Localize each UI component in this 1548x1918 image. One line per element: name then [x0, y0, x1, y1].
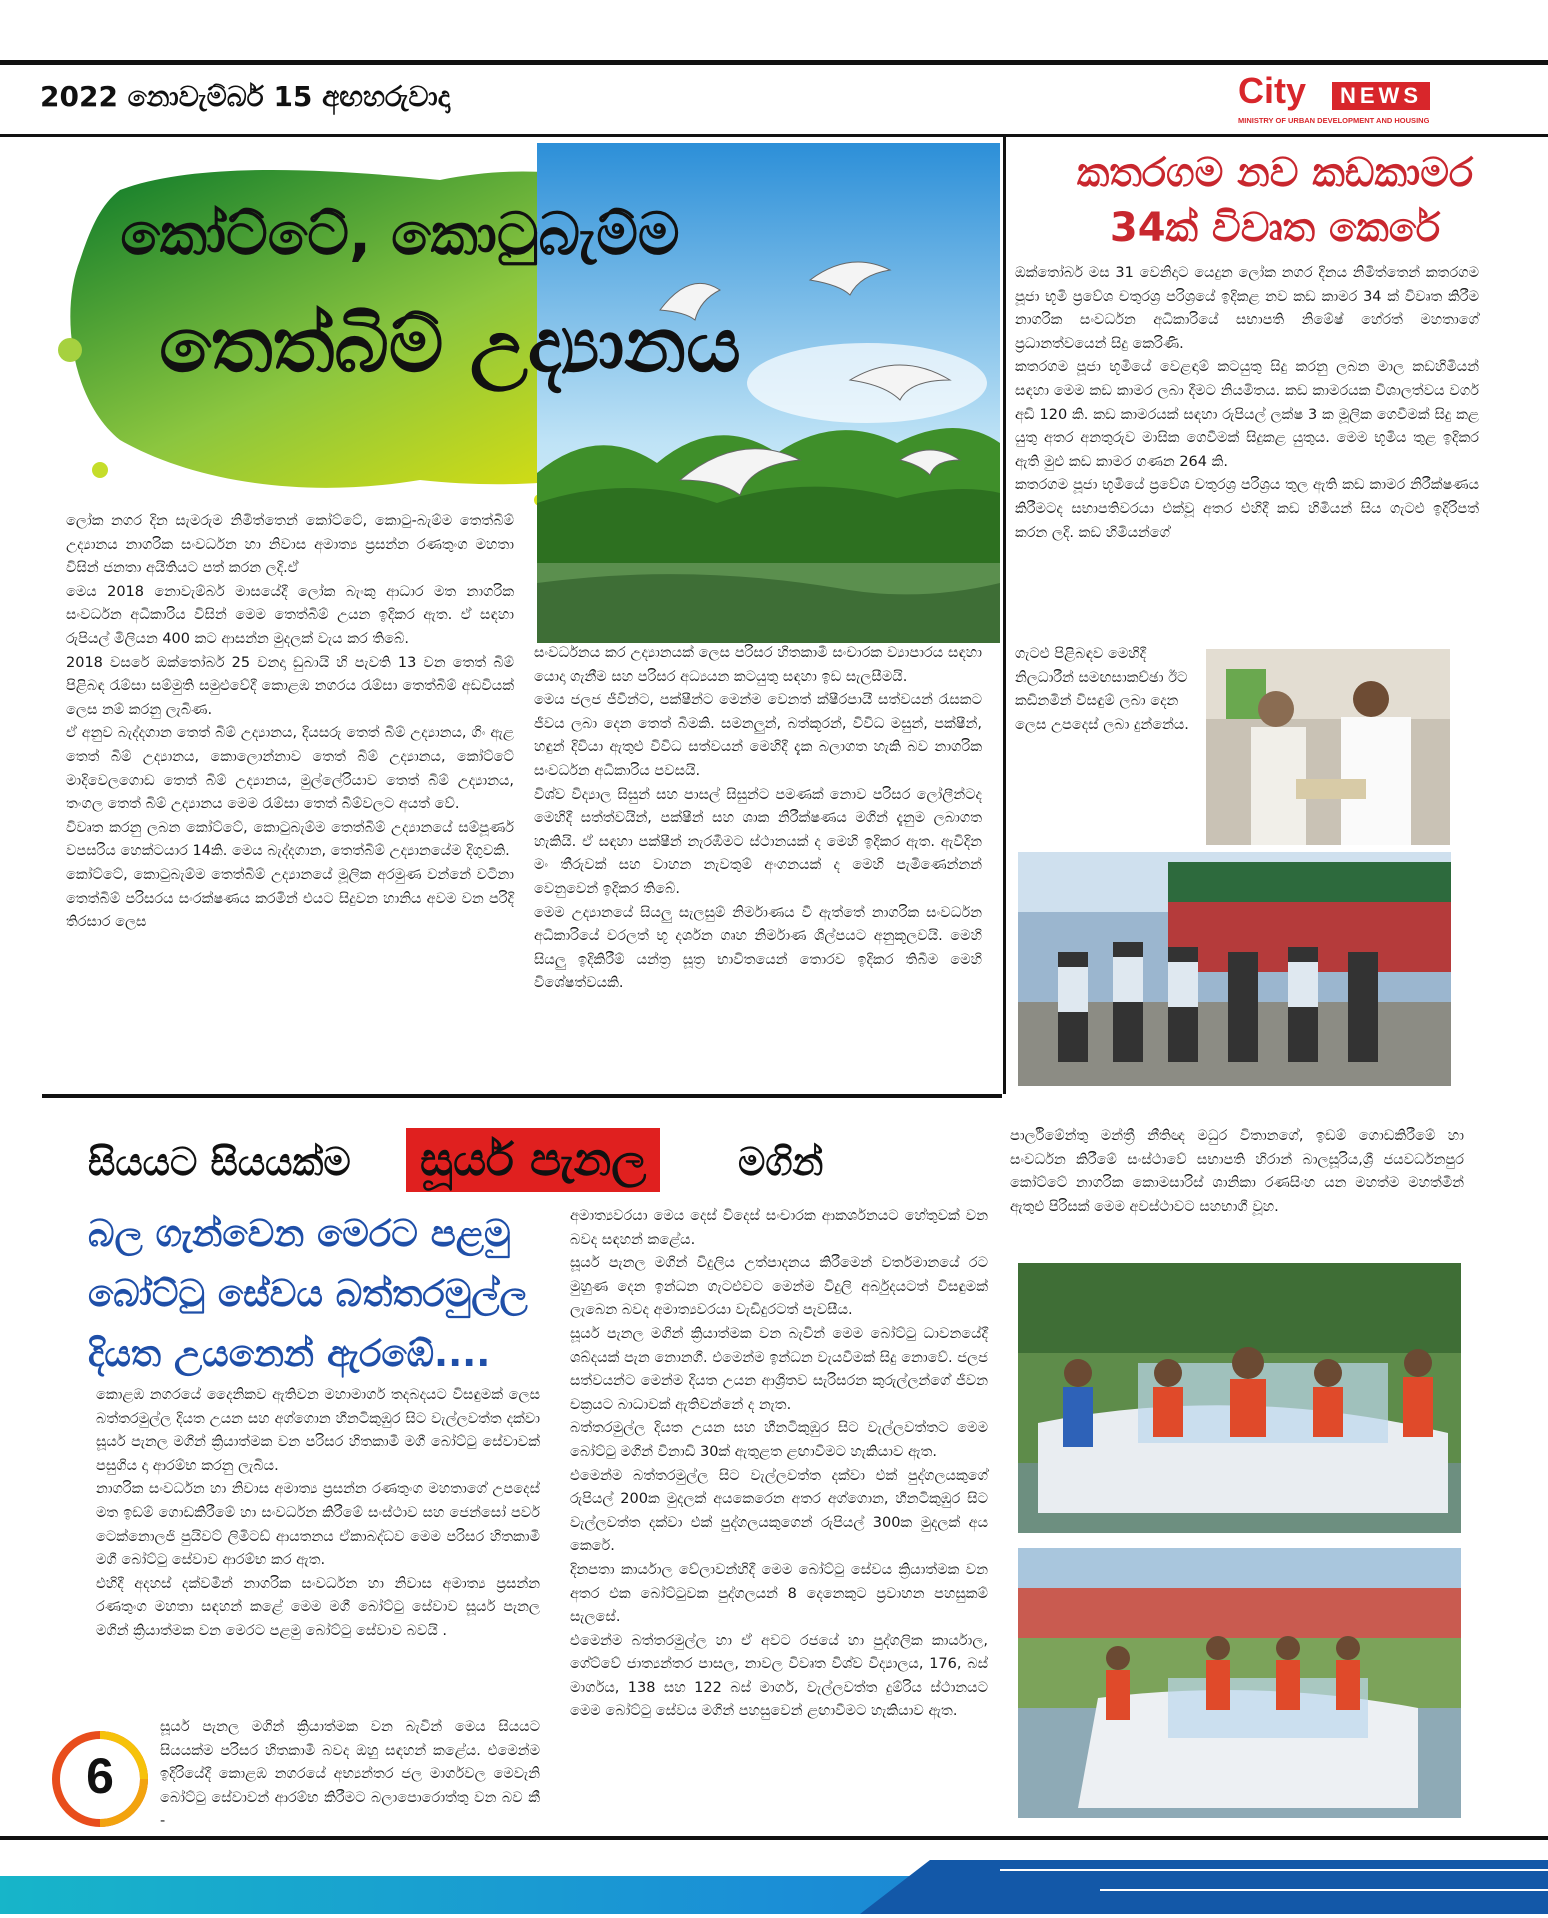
market-visit-photo	[1018, 852, 1451, 1086]
paragraph: සංවර්ධනය කර උද්‍යානයක් ලෙස පරිසර හිතකාමී සංචාරක ව්‍යාපාරය සඳහා යොදා ගැනීම සහ පරිසර අධ්‍යයන කටයුතු සඳහා ඉඩ සැලසීමයි.	[534, 645, 982, 685]
article2-body	[1015, 262, 1479, 545]
paragraph: ඔක්තෝබර් මස 31 වෙනිදාට යෙදුන ලෝක නගර දිනය නිමිත්තෙන් කතරගම පූජා භූමි ප්‍රවේශ චතුරශ්‍ර පරිශ්‍රයේ ඉදිකළ නව කඩ කාමර 34 ක් විවෘත කිරීම නාගරික සංවර්ධන අධිකාරියේ සභාපති නිමේෂ් හේරත් මහතාගේ ප්‍රධානත්වයෙන් සිදු කෙරිණි.	[1015, 265, 1479, 352]
article3-col1	[96, 1384, 540, 1644]
headline-pre: සියයට සියයක්ම	[88, 1140, 351, 1184]
paragraph: ඒ අනුව බැද්දගාන තෙත් බිම් උද්‍යානය, දියසරු තෙත් බිම් උද්‍යානය, ගිං ඇළ තෙත් බිම් උද්‍යානය, කොලොන්නාව තෙත් බිම් උද්‍යානය, කෝට්ටේ මාදිවෙලගොඩ තෙත් බිම් උද්‍යානය, මුල්ලේරියාව තෙත් බිම් උද්‍යානය, තංගල තෙත් බිම් උද්‍යානය මෙම රැම්සා තෙත් බිම්වලට අයත් වේ.	[66, 725, 514, 813]
page-number-badge	[52, 1731, 148, 1827]
paragraph: මෙය ජලජ ජීවීන්ට, පක්ෂීන්ට මෙන්ම වෙනත් ක්ෂීරපායී සත්වයන් රැසකට ජීවය ලබා දෙන තෙත් බිමකි. සමනලුන්, බත්කූරන්, විවිධ මසුන්, පක්ෂීන්, හඳුන් දිවියා ඇතුළු විවිධ සත්වයන් මෙහිදී දැක බලාගත හැකි බව නාගරික සංවර්ධන අධිකාරිය පවසයි.	[534, 692, 982, 779]
logo-ministry: MINISTRY OF URBAN DEVELOPMENT AND HOUSING	[1238, 116, 1430, 125]
article1-col2	[534, 642, 982, 996]
headline-post: මගින්	[738, 1140, 824, 1184]
paragraph: කොළඹ නගරයේ දෛනිකව ඇතිවන මහාමාර්ග තදබදයට විසඳුමක් ලෙස බත්තරමුල්ල දියත උයන සහ අග්ගොන හීනටිකුඹුර සිට වැල්ලවත්ත දක්වා සූර්ය පැනල මගින් ක්‍රියාත්මක වන පරිසර හිතකාමී මගී බෝට්ටු සේවාවක් පසුගිය දා ආරම්භ කරනු ලැබිය.	[96, 1387, 540, 1474]
paragraph: විවෘත කරනු ලබන කෝට්ටේ, කොටුබැම්ම තෙත්බිම් උද්‍යානයේ සම්පූර්ණ වපසරිය හෙක්ටයාර 14කි. මෙය බැද්දගාන, තෙත්බිම් උද්‍යානයේම දිගුවකි.	[66, 819, 514, 860]
paragraph: බත්තරමුල්ල දියත උයන සහ හීනටිකුඹුර සිට වැල්ලවත්තට මෙම බෝට්ටු මගින් විනාඩි 30ක් ඇතුළත ළඟාවීමට හැකියාව ඇත.	[570, 1420, 988, 1460]
article1-title-line2: තෙත්බිම් උද්‍යානය	[159, 300, 741, 389]
paragraph: පාර්ලිමේන්තු මන්ත්‍රී නීතිඥ මධුර විතානගේ, ඉඩම් ගොඩකිරීමේ හා සංවර්ධන කිරීමේ සංස්ථාවේ සභාපති හිරාන් බාලසූරිය,ශ්‍රී ජයවර්ධනපුර කෝට්ටේ නාගරික කොමසාරිස් ශානිකා රණසිංහ යන මහත්ම මහත්මීන් ඇතුළු පිරිසක් මෙම අවස්ථාවට සහභාගී වූහ.	[1010, 1128, 1464, 1215]
paragraph: මෙම උද්‍යානයේ සියලු සැලසුම් නිර්මාණය වී ඇත්තේ නාගරික සංවර්ධන අධිකාරියේ වරලත් භූ දර්ශන ගෘහ නිර්මාණ ශිල්පයට අනුකූලවයි. මෙහි සියලු ඉදිකිරීම් යන්ත්‍ර සූත්‍ර භාවිතයෙන් තොරව ඉදිකර තිබීම මෙහි විශේෂත්වයකි.	[534, 904, 982, 992]
citynews-logo	[1232, 70, 1522, 126]
paragraph: සූර්ය පැනල මගින් විදුලිය උත්පාදනය කිරීමෙන් වර්තමානයේ රට මුහුණ දෙන ඉන්ධන ගැටළුවට මෙන්ම විදුලි අර්බුදයටත් විසඳුමක් ලැබෙන බවද අමාත්‍යවරයා වැඩිදුරටත් පැවසීය.	[570, 1255, 988, 1319]
article3-subheadline	[88, 1204, 568, 1384]
paragraph: අමාත්‍යවරයා මෙය දෙස් විදෙස් සංචාරක ආකර්ශනයට හේතුවක් වන බවද සඳහන් කළේය.	[570, 1208, 988, 1248]
paragraph: දිනපතා කාර්යාල වේලාවන්හිදී මෙම බෝට්ටු සේවය ක්‍රියාත්මක වන අතර එක බෝට්ටුවක පුද්ගලයන් 8 දෙනෙකුට ප්‍රවාහන පහසුකම් සැලසේ.	[570, 1561, 988, 1626]
article3-col2	[570, 1205, 988, 1724]
article3-headline	[88, 1128, 1008, 1198]
paragraph: කතරගම පූජා භූමියේ වෙළඳාම් කටයුතු සිදු කරනු ලබන මාල කඩහිමියන් සඳහා මෙම කඩ කාමර ලබා දීමට නියමිතය. කඩ කාමරයක විශාලත්වය වර්ග අඩි 120 කි. කඩ කාමරයක් සඳහා රුපියල් ලක්ෂ 3 ක මූලික ගෙවීමක් සිදු කළ යුතු අතර අනතුරුව මාසික ගෙවීමක් සිදුකළ යුතුය. මෙම භූමිය තුළ ඉදිකර ඇති මුළු කඩ කාමර ගණන 264 කි.	[1015, 359, 1479, 470]
article1-col1	[66, 510, 514, 935]
paragraph: සූර්ය පැනල මගින් ක්‍රියාත්මක වන බැවින් මෙම බෝට්ටු ධාවනයේදී ශබ්දයක් පැන නොනගී. එමෙන්ම ඉන්ධන වැයවීමක් සිදු නොවේ. ජලජ සත්වයන්ට මෙන්ම දියත උයන ආශ්‍රිතව සැරිසරන කුරුල්ලන්ගේ ජීවන චක්‍රයට බාධාවක් ඇතිවන්නේ ද නැත.	[570, 1325, 988, 1413]
paragraph: එමෙන්ම බත්තරමුල්ල හා ඒ අවට රජයේ හා පුද්ගලික කාර්යාල, ගේට්වේ ජාත්‍යන්තර පාසල, නාවල විවෘත විශ්ව විද්‍යාලය, 176, බස් මාර්ගය, 138 සහ 122 බස් මාර්ග, වැල්ලවත්ත දුම්රිය ස්ථානයට මෙම බෝට්ටු සේවය මගින් පහසුවෙන් ළඟාවීමට හැකියාව ඇත.	[570, 1632, 988, 1720]
article3-col1-indent	[160, 1716, 540, 1834]
article1-title-line1: කෝට්ටේ, කොටුබැම්ම	[120, 200, 680, 268]
paragraph: ගැටළු පිළිබඳව මෙහිදී නිලධාරීන් සමඟසාකච්ඡා ඊට කඩිනමින් විසඳුම් ලබා දෙන ලෙස උපදෙස් ලබා දුන්නේය.	[1015, 646, 1189, 733]
handover-photo	[1206, 649, 1450, 845]
paragraph: මෙය 2018 නොවැම්බර් මාසයේදී ලෝක බැංකු ආධාර මත නාගරික සංවර්ධන අධිකාරිය විසින් මෙම තෙත්බිම් උයන ඉදිකර ඇත. ඒ සඳහා රුපියල් මිලියන 400 කට ආසන්න මුදලක් වැය කර තිබේ.	[66, 583, 514, 647]
footer-band	[0, 1840, 1548, 1914]
logo-city: City	[1238, 70, 1307, 111]
subhead-line: බෝට්ටු සේවය බත්තරමුල්ල	[88, 1272, 528, 1315]
article2-title-line2: 34ක් විවෘත කෙරේ	[1109, 205, 1441, 251]
paragraph: 2018 වසරේ ඔක්තෝබර් 25 වනදා ඩුබායි හි පැවති 13 වන තෙත් බිම් පිළිබඳ රැම්සා සම්මුති සමුළුවේදී කොළඹ නගරය රැම්සා තෙත්බිම් අඩවියක් ලෙස නම් කරනු ලැබිණ.	[66, 654, 514, 718]
paragraph: කෝට්ටේ, කොටුබැම්ම තෙත්බිම් උද්‍යානයේ මූලික අරමුණ වන්නේ වටිනා තෙත්බිම් පරිසරය සංරක්ෂණය කරමින් එයට සිදුවන හානිය අවම වන පරිදි තිරසාර ලෙස	[66, 866, 514, 931]
subhead-line: බල ගැන්වෙන මෙරට පළමු	[88, 1212, 511, 1255]
headline-highlight: සූර්ය පැනල	[406, 1128, 660, 1192]
article3-col3	[1010, 1125, 1464, 1219]
paragraph: කතරගම පූජා භූමියේ ප්‍රවේශ චතුරශ්‍ර පරිශ්‍රය තුල ඇති කඩ කාමර නිරීක්ෂණය කිරීමටද සභාපතිවරයා එක්වූ අතර එහිදී කඩ හිමියන් සිය ගැටළු ඉදිරිපත් කරන ලදි. කඩ හිමියන්ගේ	[1015, 477, 1479, 541]
boat-photo-2	[1018, 1548, 1461, 1818]
subhead-line: දියත උයනෙන් ඇරඹේ....	[88, 1332, 491, 1375]
logo-news: NEWS	[1332, 82, 1430, 110]
paragraph: විශ්ව විද්‍යාල සිසුන් සහ පාසල් සිසුන්ට පමණක් නොව පරිසර ලෝලීන්ටද මෙහිදී සත්ත්වයින්, පක්ෂීන් සහ ශාක නිරීක්ෂණය මගින් දැනුම ලබාගත හැකියි. ඒ සඳහා පක්ෂීන් නැරඹීමට ස්ථානයක් ද මෙහි ඉදිකර ඇත. ඇවිදින මං තීරුවක් සහ වාහන නැවතුම් අංගනයක් ද මෙහි පැමිණෙන්නන් වෙනුවෙන් ඉදිකර තිබේ.	[534, 786, 982, 897]
paragraph: එහිදී අදහස් දක්වමින් නාගරික සංවර්ධන හා නිවාස අමාත්‍ය ප්‍රසන්න රණතුංග මහතා සඳහන් කළේ මෙම මගී බෝට්ටු සේවාව සූර්ය පැනල මගින් ක්‍රියාත්මක වන මෙරට පළමු බෝට්ටු සේවාව බවයි .	[96, 1575, 540, 1639]
paragraph: සූර්ය පැනල මගින් ක්‍රියාත්මක වන බැවින් මෙය සියයට සියයක්ම පරිසර හිතකාමී බවද ඔහු සඳහන් කළේය. එමෙන්ම ඉදිරියේදී කොළඹ නගරයේ අභ්‍යන්තර ජල මාර්ගවල මෙවැනි බෝට්ටු සේවාවන් ආරම්භ කිරීමට බලාපොරොත්තු වන බව කී -	[160, 1719, 540, 1830]
issue-date: 2022 නොවැම්බර් 15 අඟහරුවාදා	[40, 80, 451, 113]
article2-wrap-text	[1015, 643, 1205, 737]
paragraph: එමෙන්ම බත්තරමුල්ල සිට වැල්ලවත්ත දක්වා එක් පුද්ගලයකුගේ රුපියල් 200ක මුදලක් අයකෙරෙන අතර අග්ගොන, හීනටිකුඹුර සිට වැල්ලවත්ත දක්වා එක් පුද්ගලයකුගෙන් රුපියල් 300ක මුදලක් අය කෙරේ.	[570, 1467, 988, 1555]
article2-title-line1: කතරගම නව කඩකාමර	[1076, 150, 1474, 196]
boat-photo-1	[1018, 1263, 1461, 1533]
page-number: 6	[86, 1748, 114, 1804]
paragraph: ලෝක නගර දින සැමරුම නිමිත්තෙන් කෝට්ටේ, කොටු-බැම්ම තෙත්බිම් උද්‍යානය නාගරික සංවර්ධන හා නිවාස අමාත්‍ය ප්‍රසන්න රණතුංග මහතා විසින් ජනතා අයිතියට පත් කරන ලදි.ඒ	[66, 513, 514, 577]
paragraph: නාගරික සංවර්ධන හා නිවාස අමාත්‍ය ප්‍රසන්න රණතුංග මහතාගේ උපදෙස් මත ඉඩම් ගොඩකිරීමේ හා සංවර්ධන කිරීමේ සංස්ථාව සහ ජෙන්සෝ පවර් ටෙක්නොලජි පුයිවට් ලිමිටඩ් ආයතනය ඒකාබද්ධව මෙම පරිසර හිතකාමී මගී බෝට්ටු සේවාව ආරම්භ කර ඇත.	[96, 1481, 540, 1569]
